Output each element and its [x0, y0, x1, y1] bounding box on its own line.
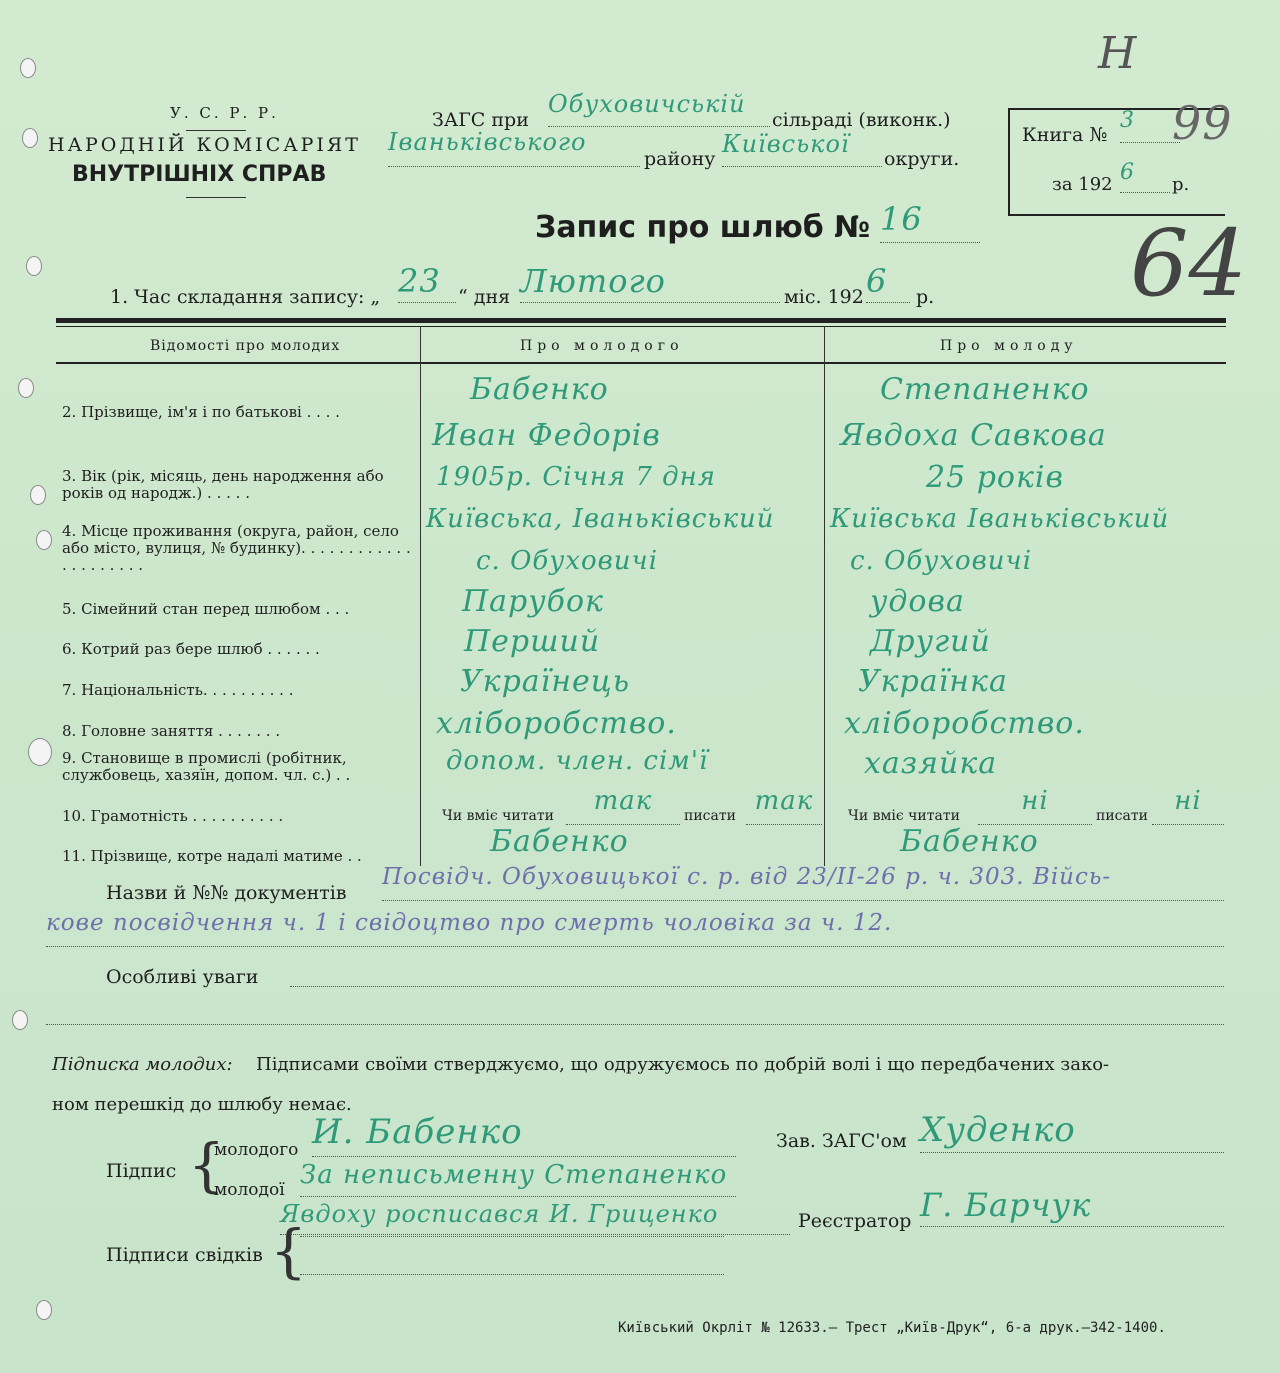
table-top-rule	[56, 318, 1226, 323]
row-label-name: 2. Прізвище, ім'я і по батькові . . . .	[62, 403, 340, 421]
record-month-label: міс. 192	[784, 286, 864, 308]
groom-marriage-count: Перший	[464, 624, 601, 659]
documents-line-2: кове посвідчення ч. 1 і свідоцтво про смерть чоловіка за ч. 12.	[46, 910, 1224, 947]
witness-line	[300, 1236, 724, 1237]
groom-write-value: так	[746, 786, 822, 825]
book-year-suffix: р.	[1172, 174, 1190, 195]
bride-write-value: ні	[1152, 786, 1224, 825]
groom-read-value: так	[566, 786, 680, 825]
head-label: Зав. ЗАГС'ом	[776, 1130, 907, 1152]
book-year-handwritten: 6	[1120, 160, 1170, 193]
commissariat-title: НАРОДНІЙ КОМІСАРІЯТ	[48, 134, 361, 156]
groom-given-name: Иван Федорів	[432, 418, 661, 453]
row-label-age: 3. Вік (рік, місяць, день народження або років од народж.) . . . . .	[62, 467, 384, 502]
district-label: району	[644, 148, 716, 170]
documents-line-1: Посвідч. Обуховицької с. р. від 23/II-26 р. ч. 303. Війсь-	[382, 864, 1224, 901]
documents-label: Назви й №№ документів	[106, 882, 347, 904]
row-label-nationality: 7. Національність. . . . . . . . . .	[62, 681, 294, 699]
bride-read-label: Чи вміє читати	[848, 808, 960, 824]
groom-residence: Київська, Іваньківський	[426, 504, 775, 534]
punch-hole	[22, 128, 38, 148]
margin-mark-handwritten: Н	[1098, 28, 1137, 79]
notes-line	[46, 1024, 1224, 1025]
groom-read-label: Чи вміє читати	[442, 808, 554, 824]
book-year-label: за 192	[1052, 174, 1113, 195]
zags-prefix: ЗАГС при	[432, 109, 529, 131]
row-label-future-surname: 11. Прізвище, котре надалі матиме . .	[62, 847, 362, 865]
registrar-signature: Г. Барчук	[920, 1186, 1224, 1227]
groom-residence-village: с. Обуховичі	[476, 546, 659, 576]
record-year-suffix: р.	[916, 286, 935, 308]
groom-signature: И. Бабенко	[312, 1112, 736, 1157]
bride-industry-status: хазяйка	[864, 746, 998, 781]
bride-marriage-count: Другий	[870, 624, 991, 659]
row-label-industry-status: 9. Становище в промислі (робітник, службовець, хазяїн, допом. чл. с.) . .	[62, 749, 351, 784]
witnesses-brace: {	[270, 1217, 307, 1285]
groom-occupation: хліборобство.	[436, 706, 677, 741]
table-column-divider	[824, 326, 825, 866]
table-top-rule	[56, 326, 1226, 327]
record-number-handwritten: 16	[880, 200, 980, 243]
commissariat-subtitle: ВНУТРІШНІХ СПРАВ	[72, 162, 327, 187]
zags-suffix: сільраді (виконк.)	[772, 109, 951, 131]
groom-nationality: Українець	[460, 664, 631, 699]
book-number-handwritten: 3	[1120, 108, 1180, 143]
okruha-handwritten: Київської	[722, 130, 882, 167]
district-handwritten: Іваньківського	[388, 128, 640, 167]
bride-occupation: хліборобство.	[844, 706, 1085, 741]
pledge-label: Підписка молодих:	[52, 1054, 233, 1075]
bride-future-surname: Бабенко	[900, 824, 1039, 859]
witness-line	[300, 1274, 724, 1275]
punch-hole	[12, 1010, 28, 1030]
bride-signature-line-1: За неписьменну Степаненко	[300, 1160, 736, 1197]
groom-signature-label: молодого	[214, 1140, 299, 1160]
okruha-label: округи.	[884, 148, 960, 170]
bride-given-name: Явдоха Савкова	[840, 418, 1107, 453]
punch-hole	[36, 530, 52, 550]
table-header-bride: Про молоду	[940, 338, 1078, 354]
punch-hole	[20, 58, 36, 78]
ussr-label: У. С. Р. Р.	[170, 104, 279, 122]
table-header-rule	[56, 362, 1226, 364]
bride-write-label: писати	[1096, 808, 1148, 824]
record-month-handwritten: Лютого	[520, 262, 780, 303]
groom-write-label: писати	[684, 808, 736, 824]
groom-age: 1905р. Січня 7 дня	[436, 462, 716, 492]
divider	[186, 130, 246, 131]
bride-read-value: ні	[978, 786, 1092, 825]
punch-hole	[30, 485, 46, 505]
witnesses-label: Підписи свідків	[106, 1244, 263, 1266]
zags-village-handwritten: Обуховичській	[548, 90, 770, 127]
row-label-occupation: 8. Головне заняття . . . . . . .	[62, 722, 281, 740]
row-label-marriage-count: 6. Котрий раз бере шлюб . . . . . .	[62, 640, 320, 658]
book-label: Книга №	[1022, 124, 1108, 146]
row-label-marital-status: 5. Сімейний стан перед шлюбом . . .	[62, 600, 350, 618]
punch-hole	[36, 1300, 52, 1320]
margin-note-handwritten: 99	[1172, 96, 1233, 150]
bride-age: 25 років	[926, 460, 1064, 495]
bride-residence: Київська Іваньківський	[830, 504, 1170, 534]
table-column-divider	[420, 326, 421, 866]
record-day-handwritten: 23	[398, 262, 456, 303]
notes-label: Особливі уваги	[106, 966, 259, 988]
pledge-text-line-1: Підписами своїми стверджуємо, що одружуємось по добрій волі і що передбачених зако-	[256, 1054, 1110, 1075]
bride-signature-line-2: Явдоху росписався И. Гриценко	[280, 1200, 790, 1235]
bride-signature-label: молодої	[214, 1180, 285, 1200]
margin-number-handwritten: 64	[1130, 210, 1248, 317]
record-day-suffix: “ дня	[458, 286, 511, 308]
notes-line	[290, 986, 1224, 987]
record-time-label: 1. Час складання запису: „	[110, 286, 381, 308]
groom-marital-status: Парубок	[462, 584, 604, 619]
row-label-literacy: 10. Грамотність . . . . . . . . . .	[62, 807, 284, 825]
bride-marital-status: удова	[870, 584, 965, 619]
row-label-residence: 4. Місце проживання (округа, район, село або місто, вулиця, № будинку). . . . . . . . . . . . . . . . . . . . .	[62, 522, 411, 574]
signature-brace: {	[188, 1131, 225, 1199]
groom-future-surname: Бабенко	[490, 824, 629, 859]
punch-hole	[18, 378, 34, 398]
page-title: Запис про шлюб №	[535, 210, 871, 245]
groom-industry-status: допом. член. сім'ї	[446, 746, 709, 776]
bride-residence-village: с. Обуховичі	[850, 546, 1033, 576]
record-year-handwritten: 6	[866, 262, 910, 303]
pledge-text-line-2: ном перешкід до шлюбу немає.	[52, 1094, 352, 1115]
punch-hole	[28, 738, 52, 766]
signature-label: Підпис	[106, 1160, 177, 1182]
punch-hole	[26, 256, 42, 276]
head-signature: Худенко	[920, 1110, 1224, 1153]
groom-surname: Бабенко	[470, 372, 609, 407]
registrar-label: Реєстратор	[798, 1210, 912, 1232]
bride-nationality: Українка	[858, 664, 1008, 699]
divider	[186, 197, 246, 198]
bride-surname: Степаненко	[880, 372, 1090, 407]
table-header-groom: Про молодого	[520, 338, 684, 354]
printer-imprint: Київський Окрліт № 12633.— Трест „Київ-Друк“, 6-а друк.—342-1400.	[618, 1320, 1166, 1336]
table-header-info: Відомості про молодих	[150, 338, 341, 354]
